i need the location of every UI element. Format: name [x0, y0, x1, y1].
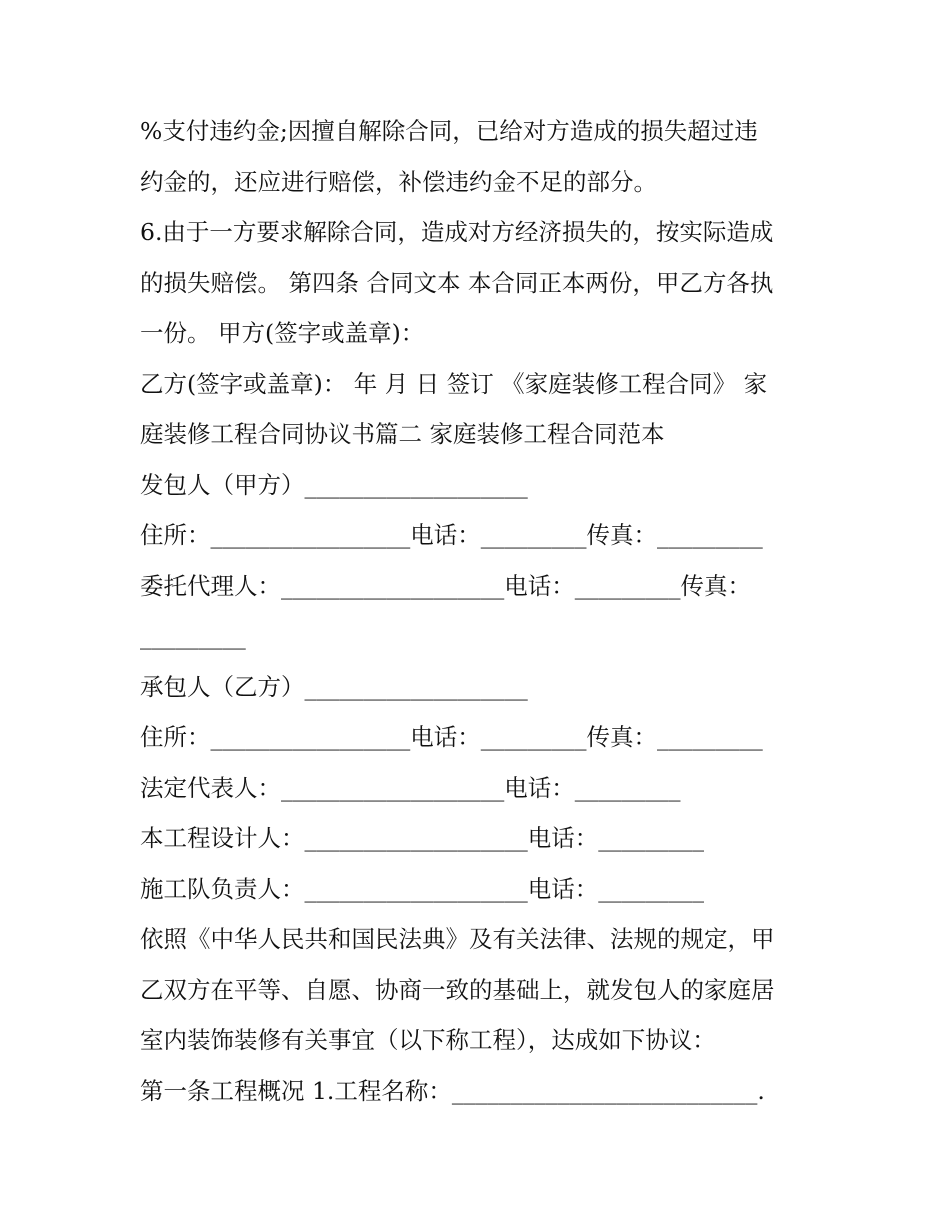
text-line: 庭装修工程合同协议书篇二 家庭装修工程合同范本 [140, 420, 665, 448]
project-name-line: 第一条工程概况 1.工程名称：__________________________. [140, 1076, 765, 1105]
legal-rep-line: 法定代表人：___________________电话：_________ [140, 773, 681, 802]
text-line: 乙方(签字或盖章)： 年 月 日 签订 《家庭装修工程合同》 家 [140, 369, 768, 398]
text-line: 依照《中华人民共和国民法典》及有关法律、法规的规定，甲 [140, 925, 775, 953]
employer-line: 发包人（甲方）___________________ [140, 470, 528, 499]
designer-line: 本工程设计人：___________________电话：_________ [140, 824, 704, 852]
contractor-line: 承包人（乙方）___________________ [140, 672, 528, 701]
text-line: 约金的，还应进行赔偿，补偿违约金不足的部分。 [140, 167, 657, 196]
contract-text [140, 106, 820, 1116]
text-line: %支付违约金;因擅自解除合同，已给对方造成的损失超过违 [140, 117, 758, 145]
contractor-contact-line: 住所：_________________电话：_________传真：_________ [140, 723, 763, 751]
employer-contact-line: 住所：_________________电话：_________传真：_________ [140, 521, 763, 549]
text-line: 6.由于一方要求解除合同，造成对方经济损失的，按实际造成 [140, 218, 774, 246]
agent-line: 委托代理人：___________________电话：_________传真： [140, 571, 751, 600]
text-line: 室内装饰装修有关事宜（以下称工程），达成如下协议： [140, 1026, 716, 1054]
text-line: 一份。 甲方(签字或盖章)： [140, 319, 425, 347]
agent-fax-line: _________ [140, 622, 246, 650]
team-leader-line: 施工队负责人：___________________电话：_________ [140, 874, 704, 903]
text-line: 的损失赔偿。 第四条 合同文本 本合同正本两份，甲乙方各执 [140, 268, 774, 297]
text-line: 乙双方在平等、自愿、协商一致的基础上，就发包人的家庭居 [140, 975, 775, 1004]
